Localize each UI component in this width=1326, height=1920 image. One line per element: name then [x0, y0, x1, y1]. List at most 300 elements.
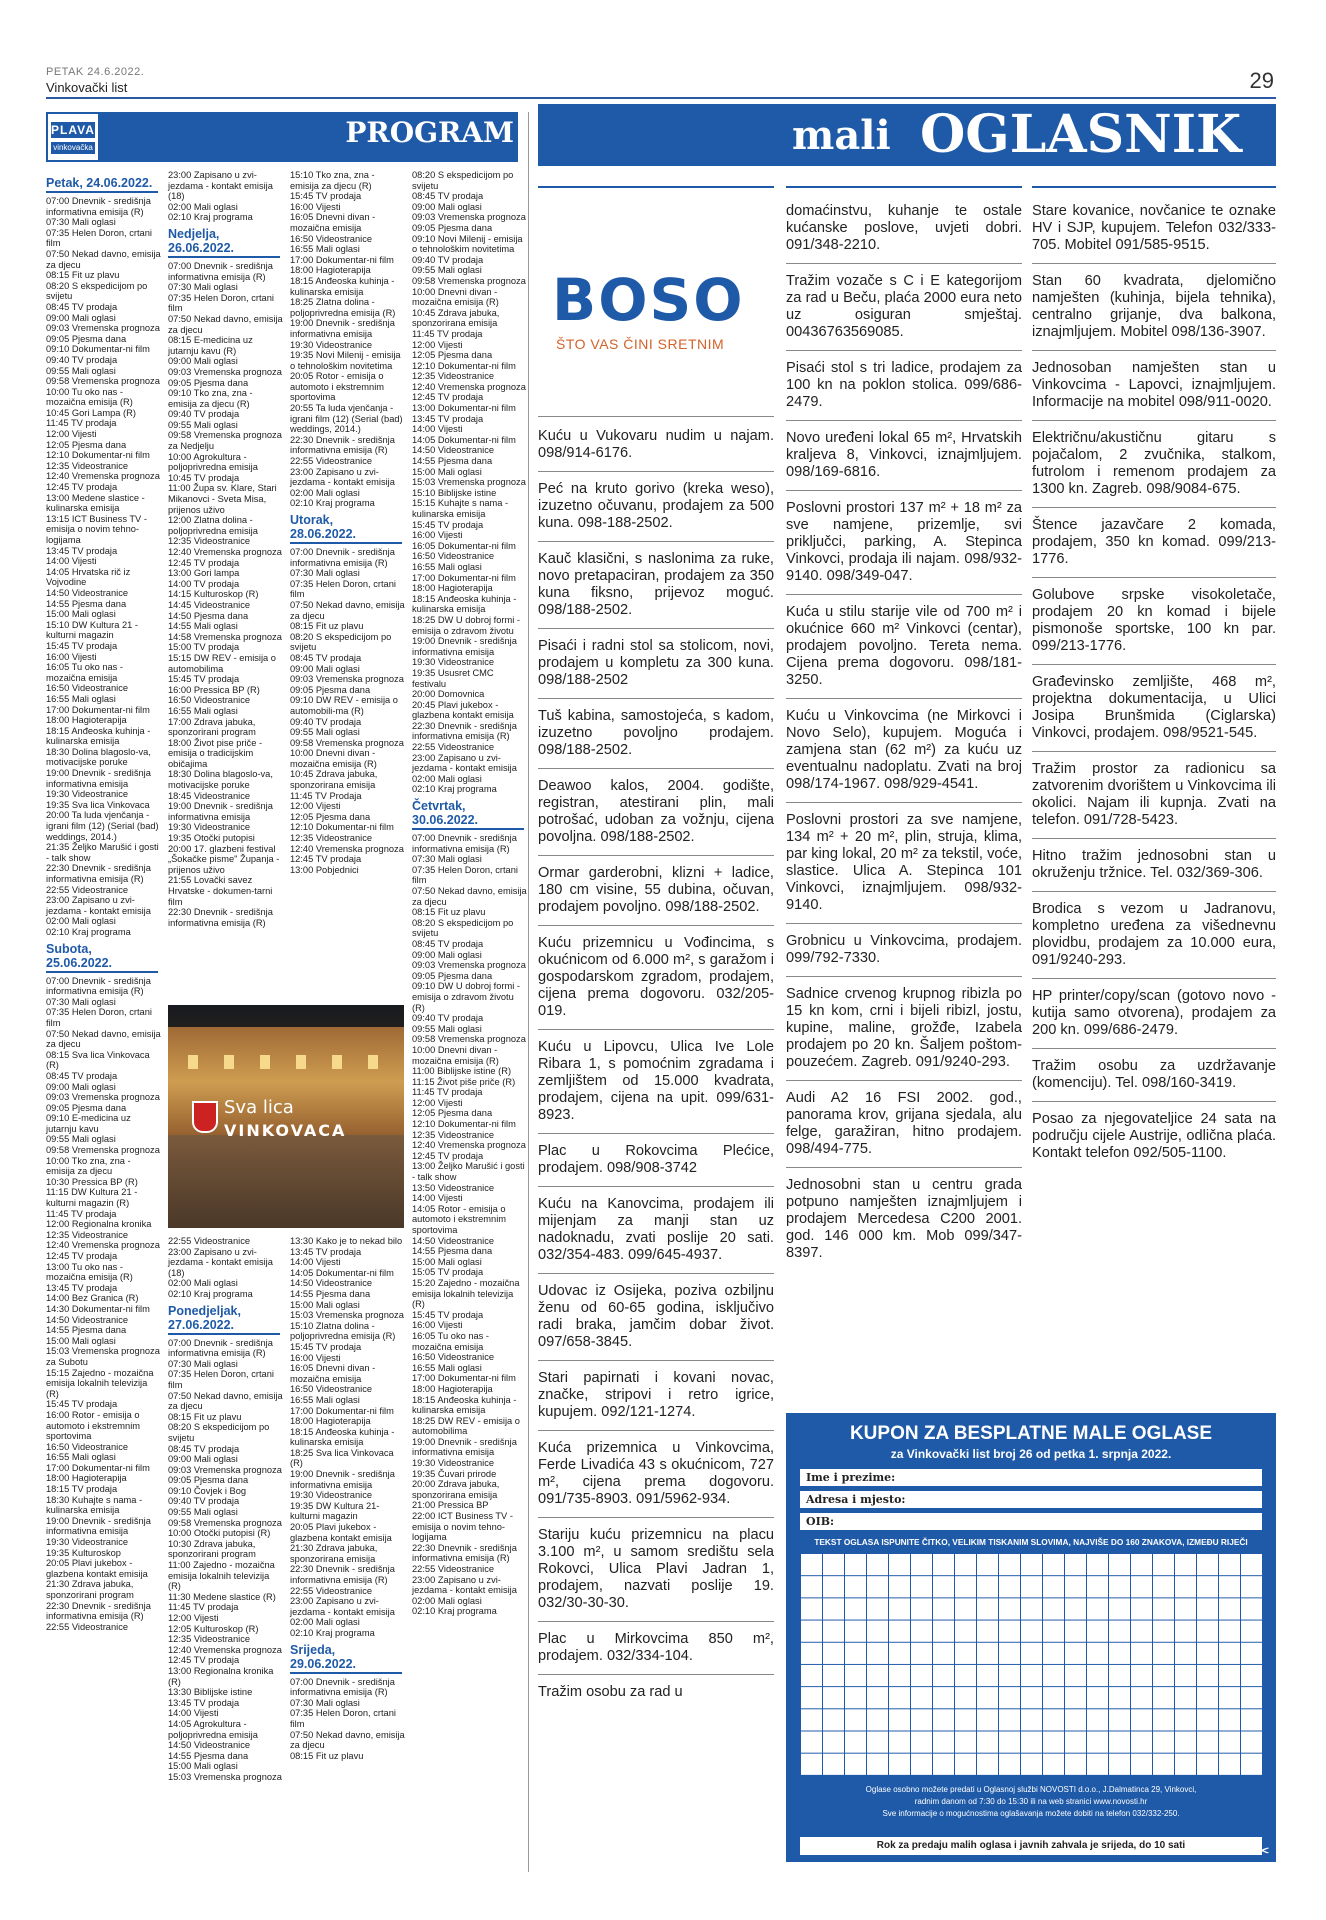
schedule-entry: 12:05 Pjesma dana	[412, 1108, 493, 1119]
schedule-entry: 22:00 ICT Business TV - emisija o novim tehno-logijama	[412, 1511, 513, 1543]
section-divider	[528, 112, 529, 1872]
schedule-entry: 18:45 Videostranice	[168, 790, 251, 801]
schedule-entry: 09:00 Mali oglasi	[168, 1454, 238, 1465]
schedule-entry: 14:05 Rotor - emisija o automoto i ekstremnim sportovima	[412, 1203, 507, 1235]
schedule-entry: 11:45 TV Prodaja	[290, 790, 362, 801]
schedule-entry: 19:30 Videostranice	[290, 339, 373, 350]
schedule-entry: 14:50 Pjesma dana	[168, 610, 249, 621]
schedule-entry: 16:55 Mali oglasi	[46, 693, 116, 704]
classified-ad: Jednosobni stan u centru grada potpuno namješten iznajmljujem i prodajem Mercedesa C200 2001. god. 146 000 km. Mob 099/347-8397.	[786, 1177, 1022, 1261]
schedule-entry: 09:03 Vremenska prognoza	[412, 212, 526, 223]
schedule-entry: 18:00 Hagioterapija	[412, 1383, 493, 1394]
schedule-entry: 15:00 Mali oglasi	[46, 1335, 116, 1346]
schedule-entry: 09:03 Vremenska prognoza	[168, 1464, 282, 1475]
schedule-entry: 09:10 E-medicina uz jutarnju kavu	[46, 1113, 131, 1134]
schedule-entry: 09:00 Mali oglasi	[46, 1081, 116, 1092]
page-number: 29	[1249, 68, 1274, 93]
schedule-entry: 12:45 TV prodaja	[290, 854, 362, 865]
schedule-entry: 02:10 Kraj programa	[168, 212, 253, 223]
day-heading: Četvrtak, 30.06.2022.	[412, 799, 524, 830]
schedule-entry: 07:50 Nekad davno, emisija za djecu	[290, 1729, 405, 1751]
schedule-entry: 09:10 DW U dobroj formi - emisija o zdravom životu (R)	[412, 981, 520, 1013]
schedule-entry: 08:15 Fit uz plavu	[412, 907, 486, 918]
photo-caption-line2: VINKOVACA	[224, 1121, 347, 1140]
schedule-entry: 14:50 Videostranice	[412, 1235, 495, 1246]
schedule-entry: 16:00 Vijesti	[290, 1352, 341, 1363]
schedule-entry: 18:00 Hagioterapija	[290, 265, 371, 276]
schedule-entry: 09:40 TV prodaja	[412, 254, 484, 265]
schedule-entry: 13:45 TV prodaja	[46, 545, 118, 556]
schedule-entry: 17:00 Dokumentar-ni film	[290, 254, 394, 265]
schedule-entry: 15:10 Tko zna, zna - emisija za djecu (R)	[290, 170, 375, 191]
schedule-entry: 15:15 Kuhajte s nama - kulinarska emisija	[412, 498, 509, 519]
schedule-entry: 07:00 Dnevnik - središnja informativna emisija (R)	[46, 196, 151, 217]
schedule-entry: 09:00 Mali oglasi	[46, 312, 116, 323]
schedule-entry: 12:35 Videostranice	[412, 371, 495, 382]
sva-lica-promo-photo	[168, 1005, 404, 1228]
schedule-entry: 11:00 Župa sv. Klare, Stari Mikanovci - Sveta Misa, prijenos uživo	[168, 483, 277, 515]
schedule-entry: 11:15 Život piše priče (R)	[412, 1076, 516, 1087]
lit-window	[224, 1055, 234, 1069]
schedule-entry: 15:45 TV prodaja	[290, 191, 362, 202]
schedule-entry: 11:45 TV prodaja	[412, 328, 483, 339]
schedule-entry: 09:05 Pjesma dana	[412, 970, 493, 981]
schedule-entry: 14:05 Agrokultura - poljoprivredna emisija	[168, 1718, 258, 1740]
schedule-entry: 12:40 Vremenska prognoza	[290, 843, 404, 854]
coupon-address-field[interactable]: Adresa i mjesto:	[800, 1491, 1262, 1508]
schedule-entry: 22:30 Dnevnik - središnja informativna emisija (R)	[168, 907, 273, 928]
schedule-entry: 16:55 Mali oglasi	[290, 244, 360, 255]
schedule-entry: 12:10 Dokumentar-ni film	[290, 822, 394, 833]
classified-ad: Tuš kabina, samostojeća, s kadom, izuzetno povoljno prodajem. 098/188-2502.	[538, 708, 774, 769]
schedule-entry: 07:30 Mali oglasi	[290, 568, 360, 579]
schedule-entry: 16:50 Videostranice	[290, 233, 373, 244]
schedule-entry: 15:20 Zajedno - mozaična emisija lokalnih televizija (R)	[412, 1277, 520, 1310]
schedule-entry: 12:40 Vremenska prognoza	[46, 1240, 160, 1251]
schedule-entry: 13:00 Regionalna kronika (R)	[168, 1665, 274, 1687]
classified-ad: Kuću na Kanovcima, prodajem ili mijenjam za manji stan uz nadoknadu, zvati poslije 20 sati. 032/354-483. 099/645-4937.	[538, 1196, 774, 1274]
top-rule	[46, 97, 1276, 99]
schedule-entry: 19:30 Videostranice	[290, 1490, 373, 1501]
schedule-entry: 22:55 Videostranice	[412, 1564, 495, 1574]
schedule-entry: 15:00 Mali oglasi	[290, 1299, 360, 1310]
schedule-entry: 17:00 Dokumentar-ni film	[46, 1462, 150, 1473]
schedule-entry: 16:00 Vijesti	[412, 530, 463, 541]
classified-ad: Električnu/akustičnu gitaru s pojačalom, 2 zvučnika, stalkom, futrolom i remenom prodajem za 1300 kn. Zagreb. 098/9084-675.	[1032, 430, 1276, 508]
oglasnik-title-small: mali	[792, 112, 891, 159]
schedule-entry: 09:10 DW REV - emisija o automobili-ma (R)	[290, 695, 398, 716]
schedule-entry: 15:00 TV prodaja	[168, 642, 240, 653]
schedule-entry: 16:55 Mali oglasi	[46, 1452, 116, 1463]
classified-ad: Grobnicu u Vinkovcima, prodajem. 099/792-7330.	[786, 933, 1022, 977]
schedule-entry: 10:45 TV prodaja	[168, 472, 240, 483]
schedule-entry: 19:00 Dnevnik - središnja informativna emisija	[290, 1469, 395, 1490]
schedule-entry: 14:55 Pjesma dana	[46, 598, 127, 609]
schedule-entry: 13:00 Željko Marušić i gosti - talk show	[412, 1161, 525, 1183]
schedule-entry: 12:10 Dokumentar-ni film	[46, 450, 150, 461]
schedule-entry: 19:35 Kulturoskop	[46, 1547, 121, 1558]
tv-column-3-lower	[290, 1236, 406, 1761]
schedule-entry: 13:00 Tu oko nas - mozaična emisija (R)	[46, 1261, 133, 1283]
schedule-entry: 19:00 Dnevnik - središnja informativna emisija	[290, 318, 395, 339]
schedule-entry: 19:35 Otočki putopisi	[168, 833, 255, 844]
schedule-entry: 16:50 Videostranice	[412, 551, 495, 562]
schedule-entry: 07:30 Mali oglasi	[168, 282, 238, 293]
classified-ad: Ormar garderobni, klizni + ladice, 180 cm visine, 55 dubina, očuvan, prodajem povoljno. 098/188-2502.	[538, 865, 774, 926]
schedule-entry: 14:58 Vremenska prognoza	[168, 631, 282, 642]
classified-ad: Kuća u stilu starije vile od 700 m² i okućnice 660 m² Vinkovci (centar), prodajem povoljno. Tereta nema. Cijena prema dogovoru. 098/181-3250.	[786, 604, 1022, 699]
schedule-entry: 22:55 Videostranice	[168, 1236, 251, 1246]
schedule-entry: 10:45 Gori Lampa (R)	[46, 407, 136, 418]
schedule-entry: 08:15 Sva lica Vinkovaca (R)	[46, 1049, 150, 1071]
schedule-entry: 19:30 Videostranice	[168, 822, 251, 833]
schedule-entry: 16:00 Vijesti	[290, 201, 341, 212]
tv-column-3	[290, 170, 406, 875]
schedule-entry: 13:15 ICT Business TV - emisija o novim tehno-logijama	[46, 513, 147, 545]
coupon-letter-grid[interactable]	[800, 1553, 1262, 1775]
schedule-entry: 14:55 Pjesma dana	[412, 456, 493, 467]
schedule-entry: 23:00 Zapisano u zvi-jezdama - kontakt emisija (18)	[168, 1246, 273, 1278]
schedule-entry: 13:45 TV prodaja	[290, 1246, 362, 1257]
schedule-entry: 15:45 TV prodaja	[290, 1341, 362, 1352]
schedule-entry: 13:00 Medene slastice - kulinarska emisija	[46, 492, 145, 514]
schedule-entry: 12:40 Vremenska prognoza	[168, 1644, 282, 1655]
schedule-entry: 10:00 Dnevni divan - mozaična emisija (R)	[412, 286, 499, 308]
schedule-entry: 20:05 Rotor - emisija o automoto i ekstremnim sportovima	[290, 371, 385, 403]
schedule-entry: 02:00 Mali oglasi	[412, 1595, 482, 1606]
schedule-entry: 07:50 Nekad davno, emisija za djecu	[412, 886, 527, 907]
schedule-entry: 15:45 TV prodaja	[46, 1399, 118, 1410]
schedule-entry: 16:05 Dnevni divan - mozaična emisija	[290, 1363, 376, 1384]
schedule-entry: 15:45 TV prodaja	[412, 1309, 484, 1320]
schedule-entry: 10:45 Zdrava jabuka, sponzorirana emisija	[290, 769, 378, 791]
schedule-entry: 11:00 Zajedno - mozaična emisija lokalnih televizija (R)	[168, 1560, 275, 1592]
schedule-entry: 09:55 Mali oglasi	[168, 419, 238, 430]
schedule-entry: 15:00 Mali oglasi	[168, 1761, 238, 1772]
schedule-entry: 22:30 Dnevnik - središnja informativna emisija (R)	[290, 434, 395, 456]
schedule-entry: 18:15 TV prodaja	[46, 1484, 118, 1495]
schedule-entry: 12:00 Vijesti	[46, 429, 97, 440]
schedule-entry: 13:00 Pobjednici	[290, 864, 359, 875]
schedule-entry: 14:55 Mali oglasi	[168, 621, 238, 632]
schedule-entry: 07:00 Dnevnik - središnja informativna emisija (R)	[168, 1337, 273, 1359]
schedule-entry: 07:50 Nekad davno, emisija za djecu	[290, 599, 405, 621]
schedule-entry: 19:00 Dnevnik - središnja informativna emisija	[412, 1436, 517, 1458]
schedule-entry: 14:00 TV prodaja	[168, 578, 240, 589]
classified-ad: Tražim osobu za uzdržavanje (komenciju). Tel. 098/160-3419.	[1032, 1058, 1276, 1102]
schedule-entry: 09:03 Vremenska prognoza	[46, 1092, 160, 1103]
schedule-entry: 09:10 Novi Milenij - emisija o tehnološkim novitetima	[412, 233, 523, 255]
schedule-entry: 13:45 TV prodaja	[46, 1282, 118, 1293]
photo-caption-line1: Sva lica	[224, 1097, 294, 1118]
schedule-entry: 19:30 Videostranice	[412, 1458, 495, 1469]
classified-ad: domaćinstvu, kuhanje te ostale kućanske poslove, uvjeti dobri. 091/348-2210.	[786, 203, 1022, 264]
schedule-entry: 16:05 Tu oko nas - mozaična emisija	[412, 1330, 490, 1352]
schedule-entry: 16:55 Mali oglasi	[412, 561, 482, 572]
schedule-entry: 13:00 Dokumentar-ni film	[412, 403, 516, 414]
schedule-entry: 09:00 Mali oglasi	[412, 201, 482, 212]
schedule-entry: 11:00 Biblijske istine (R)	[412, 1066, 512, 1077]
schedule-entry: 14:05 Dokumentar-ni film	[412, 434, 516, 445]
schedule-entry: 16:05 Dokumentar-ni film	[412, 540, 516, 551]
schedule-entry: 22:55 Videostranice	[412, 742, 495, 753]
schedule-entry: 02:10 Kraj programa	[290, 498, 375, 509]
schedule-entry: 14:00 Vijesti	[412, 1193, 463, 1204]
schedule-entry: 12:00 Vijesti	[412, 339, 463, 350]
schedule-entry: 12:35 Videostranice	[46, 1229, 129, 1240]
schedule-entry: 12:05 Pjesma dana	[290, 811, 371, 822]
schedule-entry: 18:25 Sva lica Vinkovaca (R)	[290, 1447, 394, 1469]
schedule-entry: 09:03 Vremenska prognoza	[46, 323, 160, 334]
schedule-entry: 09:05 Pjesma dana	[46, 333, 127, 344]
schedule-entry: 09:40 TV prodaja	[168, 1496, 240, 1507]
schedule-entry: 15:45 TV prodaja	[412, 519, 484, 530]
schedule-entry: 12:35 Videostranice	[168, 536, 251, 547]
schedule-entry: 09:40 TV prodaja	[46, 354, 118, 365]
schedule-entry: 10:00 Dnevni divan - mozaična emisija (R)	[412, 1044, 499, 1066]
lit-window	[296, 1055, 306, 1069]
schedule-entry: 07:30 Mali oglasi	[290, 1697, 360, 1708]
schedule-entry: 16:50 Videostranice	[168, 695, 251, 706]
schedule-entry: 10:00 Tko zna, zna - emisija za djecu	[46, 1155, 131, 1177]
schedule-entry: 22:30 Dnevnik - središnja informativna emisija (R)	[412, 1542, 517, 1564]
classified-ad: Stariju kuću prizemnicu na placu 3.100 m², u samom središtu sela Rokovci, Ulica Plavi Jadran 1, prodajem, nazvati poslije 19. 032/30-30-30.	[538, 1527, 774, 1622]
schedule-entry: 10:30 Pressica BP (R)	[46, 1176, 138, 1187]
schedule-entry: 15:15 DW REV - emisija o automobilima	[168, 652, 276, 674]
classified-ad: Kuću u Vukovaru nudim u najam. 098/914-6176.	[538, 428, 774, 472]
schedule-entry: 14:15 Kulturoskop (R)	[168, 589, 259, 600]
schedule-entry: 07:00 Dnevnik - središnja informativna emisija (R)	[290, 547, 395, 568]
schedule-entry: 23:00 Zapisano u zvi-jezdama - kontakt emisija	[412, 1574, 517, 1596]
schedule-entry: 15:05 TV prodaja	[412, 1267, 484, 1278]
lit-window	[368, 1055, 378, 1069]
schedule-entry: 07:35 Helen Doron, crtani film	[290, 1708, 396, 1729]
coupon-name-field[interactable]: Ime i prezime:	[800, 1469, 1262, 1486]
schedule-entry: 12:45 TV prodaja	[46, 1251, 118, 1261]
schedule-entry: 19:30 Videostranice	[412, 657, 495, 668]
schedule-entry: 18:00 Hagioterapija	[412, 583, 493, 594]
schedule-entry: 07:35 Helen Doron, crtani film	[46, 1007, 152, 1028]
schedule-entry: 16:00 Vijesti	[46, 651, 97, 662]
schedule-entry: 09:05 Pjesma dana	[290, 684, 371, 695]
schedule-entry: 14:00 Vijesti	[412, 424, 463, 435]
schedule-entry: 09:55 Mali oglasi	[46, 365, 116, 376]
classified-ad: Štence jazavčare 2 komada, prodajem, 350 kn komad. 099/213-1776.	[1032, 517, 1276, 578]
coupon-note: Oglase osobno možete predati u Oglasnoj službi NOVOSTI d.o.o., J.Dalmatinca 29, Vinkovci,	[865, 1785, 1197, 1794]
schedule-entry: 21:35 Željko Marušić i gosti - talk show	[46, 842, 159, 863]
schedule-entry: 18:30 Dolina blagoslo-va, motivacijske poruke	[46, 746, 151, 768]
schedule-entry: 07:00 Dnevnik - središnja informativna emisija (R)	[168, 260, 273, 282]
schedule-entry: 09:58 Vremenska prognoza	[412, 275, 526, 286]
schedule-entry: 14:05 Hrvatska rič iz Vojvodine	[46, 566, 131, 588]
schedule-entry: 07:00 Dnevnik - središnja informativna emisija (R)	[412, 833, 517, 854]
schedule-entry: 11:45 TV prodaja	[168, 1602, 239, 1613]
boso-slogan: ŠTO VAS ČINI SRETNIM	[556, 336, 725, 352]
schedule-entry: 02:00 Mali oglasi	[290, 1617, 360, 1628]
schedule-entry: 10:45 Zdrava jabuka, sponzorirana emisija	[412, 307, 500, 329]
schedule-entry: 09:00 Mali oglasi	[412, 949, 482, 960]
schedule-entry: 07:35 Helen Doron, crtani film	[412, 864, 518, 886]
schedule-entry: 15:00 Mali oglasi	[412, 466, 482, 477]
schedule-entry: 18:15 Anđeoska kuhinja - kulinarska emisija	[290, 275, 395, 297]
classified-ad: Pisaći stol s tri ladice, prodajem za 100 kn na poklon stolica. 099/686-2479.	[786, 360, 1022, 421]
schedule-entry: 12:35 Videostranice	[412, 1129, 495, 1140]
schedule-entry: 09:00 Mali oglasi	[290, 663, 360, 674]
schedule-entry: 23:00 Zapisano u zvi-jezdama - kontakt emisija	[290, 1596, 395, 1617]
schedule-entry: 08:45 TV prodaja	[168, 1443, 240, 1454]
schedule-entry: 02:10 Kraj programa	[290, 1627, 375, 1638]
schedule-entry: 16:50 Videostranice	[46, 683, 129, 694]
day-heading: Utorak, 28.06.2022.	[290, 513, 402, 544]
day-heading: Nedjelja, 26.06.2022.	[168, 227, 280, 258]
schedule-entry: 10:00 Otočki putopisi (R)	[168, 1528, 271, 1539]
classified-ad: Peć na kruto gorivo (kreka weso), izuzetno očuvanu, prodajem za 500 kuna. 098-188-2502.	[538, 481, 774, 542]
square-pavement	[168, 1135, 404, 1228]
tv-column-2	[168, 170, 284, 928]
schedule-entry: 15:45 TV prodaja	[168, 674, 240, 685]
classified-ad: Poslovni prostori za sve namjene, 134 m² + 20 m², plin, struja, klima, par king lokal, 20 m² za tekstil, voće, slastice. Ulica A. Stepinca 101 Vinkovci, iznajmljujem. 098/932-9140.	[786, 812, 1022, 924]
schedule-entry: 09:03 Vremenska prognoza	[168, 366, 282, 377]
schedule-entry: 15:10 Biblijske istine	[412, 487, 497, 498]
schedule-entry: 10:00 Agrokultura - poljoprivredna emisija	[168, 451, 258, 473]
schedule-entry: 15:15 Zajedno - mozaična emisija lokalnih televizija (R)	[46, 1367, 154, 1399]
schedule-entry: 14:50 Videostranice	[168, 1740, 251, 1751]
schedule-entry: 12:40 Vremenska prognoza	[412, 1140, 526, 1151]
schedule-entry: 14:50 Videostranice	[46, 587, 129, 598]
schedule-entry: 02:10 Kraj programa	[168, 1288, 253, 1299]
schedule-entry: 22:30 Dnevnik - središnja informativna emisija (R)	[290, 1564, 395, 1585]
schedule-entry: 12:00 Vijesti	[168, 1613, 219, 1623]
schedule-entry: 15:10 DW Kultura 21 - kulturni magazin	[46, 619, 138, 641]
schedule-entry: 15:00 Mali oglasi	[412, 1256, 482, 1267]
schedule-entry: 10:00 Dnevni divan - mozaična emisija (R)	[290, 748, 377, 769]
schedule-entry: 08:20 S ekspedicijom po svijetu	[290, 631, 392, 653]
schedule-entry: 14:00 Vijesti	[46, 556, 97, 567]
classified-ad: Kuću u Vinkovcima (ne Mirkovci i Novo Selo), kupujem. Moguća i zamjena stan (62 m²) za kuću uz eventualnu nadoplatu. Zvati na broj 098/174-1967. 098/929-4541.	[786, 708, 1022, 803]
classified-ad: Kuću u Lipovcu, Ulica Ive Lole Ribara 1, s pomoćnim zgradama i zemljištem od 15.000 kvadrata, prodajem, cijena na upit. 099/631-8923.	[538, 1039, 774, 1134]
schedule-entry: 19:00 Dnevnik - središnja informativna emisija	[46, 768, 151, 789]
schedule-entry: 14:00 Bez Granica (R)	[46, 1293, 139, 1304]
schedule-entry: 13:45 TV prodaja	[412, 413, 484, 424]
schedule-entry: 02:00 Mali oglasi	[290, 487, 360, 498]
classified-ad: Tražim prostor za radionicu sa zatvorenim dvorištem u Vinkovcima ili okolici. Najam ili kupnja. Zvati na telefon. 091/728-5423.	[1032, 761, 1276, 839]
schedule-entry: 16:00 Rotor - emisija o automoto i ekstremnim sportovima	[46, 1409, 141, 1442]
schedule-entry: 12:45 TV prodaja	[168, 1655, 240, 1666]
schedule-entry: 12:45 TV prodaja	[168, 557, 240, 568]
schedule-entry: 22:30 Dnevnik - središnja informativna emisija (R)	[412, 720, 517, 742]
classified-ad: Poslovni prostori 137 m² + 18 m² za sve namjene, prizemlje, svi priključci, parking, A. Stepinca Vinkovci, prodaja ili najam. 098/932-9140. 098/349-047.	[786, 500, 1022, 595]
schedule-entry: 02:10 Kraj programa	[412, 1606, 497, 1617]
schedule-entry: 09:58 Vremenska prognoza	[412, 1034, 526, 1045]
schedule-entry: 08:15 Fit uz plavu	[168, 1411, 242, 1422]
schedule-entry: 14:50 Videostranice	[46, 1314, 129, 1325]
schedule-entry: 14:00 Vijesti	[168, 1708, 219, 1719]
schedule-entry: 11:30 Medene slastice (R)	[168, 1591, 276, 1602]
schedule-entry: 19:35 Novi Milenij - emisija o tehnološkim novitetima	[290, 350, 401, 371]
program-title: PROGRAM	[345, 116, 514, 149]
schedule-entry: 23:00 Zapisano u zvi-jezdama - kontakt emisija	[412, 752, 517, 774]
schedule-entry: 07:30 Mali oglasi	[412, 854, 482, 865]
schedule-entry: 09:40 TV prodaja	[412, 1013, 484, 1024]
schedule-entry: 16:00 Vijesti	[412, 1320, 463, 1331]
schedule-entry: 08:45 TV prodaja	[290, 652, 362, 663]
ads-column-3	[1032, 203, 1276, 1180]
schedule-entry: 07:30 Mali oglasi	[168, 1358, 238, 1369]
schedule-entry: 18:25 DW REV - emisija o automobilima	[412, 1415, 520, 1437]
schedule-entry: 19:00 Dnevnik - središnja informativna emisija	[168, 801, 273, 822]
schedule-entry: 12:40 Vremenska prognoza	[46, 471, 160, 482]
schedule-entry: 19:00 Dnevnik - središnja informativna emisija	[46, 1515, 151, 1537]
schedule-entry: 08:15 Fit uz plavu	[290, 1750, 364, 1761]
schedule-entry: 16:50 Videostranice	[290, 1384, 373, 1395]
tv-column-2-lower	[168, 1236, 284, 1783]
schedule-entry: 07:00 Dnevnik - središnja informativna emisija (R)	[46, 975, 151, 997]
schedule-entry: 14:55 Pjesma dana	[168, 1750, 249, 1761]
day-heading: Petak, 24.06.2022.	[46, 176, 158, 193]
classified-ad: Građevinsko zemljište, 468 m², projektna dokumentacija, u Ulici Josipa Brunšmida (Ciglarska) Vinkovci, prodajem. 098/9521-545.	[1032, 674, 1276, 752]
coupon-deadline: Rok za predaju malih oglasa i javnih zahvala je srijeda, do 10 sati	[800, 1837, 1262, 1855]
schedule-entry: 16:55 Mali oglasi	[290, 1394, 360, 1405]
schedule-entry: 12:00 Vijesti	[290, 801, 341, 812]
schedule-entry: 09:58 Vremenska prognoza	[46, 376, 160, 387]
schedule-entry: 20:00 17. glazbeni festival „Šokačke pisme" Županja - prijenos uživo	[168, 843, 280, 875]
coupon-oib-field[interactable]: OIB:	[800, 1513, 1262, 1530]
schedule-entry: 12:35 Videostranice	[168, 1634, 251, 1645]
schedule-entry: 19:35 Čuvari prirode	[412, 1468, 497, 1479]
ad-column-rule	[1032, 186, 1276, 188]
schedule-entry: 14:50 Videostranice	[290, 1278, 373, 1289]
schedule-entry: 08:20 S ekspedicijom po svijetu	[412, 917, 514, 939]
schedule-entry: 17:00 Zdrava jabuka, sponzorirani program	[168, 716, 256, 738]
schedule-entry: 12:45 TV prodaja	[412, 1150, 484, 1161]
boso-ad	[538, 186, 774, 417]
schedule-entry: 18:15 Anđeoska kuhinja - kulinarska emisija	[46, 725, 151, 747]
classified-ad: Sadnice crvenog krupnog ribizla po 15 kn kom, crni i bijeli ribizl, jostu, kupine, maline, grožđe, Izabela prodajem po 20 kn. Šaljem poštom-pouzećem. Zagreb. 091/9240-293.	[786, 986, 1022, 1081]
schedule-entry: 09:40 TV prodaja	[168, 409, 240, 420]
coupon-note: radnim danom od 7:30 do 15:30 ili na web stranici www.novosti.hr	[914, 1797, 1148, 1806]
schedule-entry: 09:58 Vremenska prognoza	[290, 737, 404, 748]
publication-name: Vinkovački list	[46, 80, 128, 95]
schedule-entry: 20:45 Plavi jukebox - glazbena kontakt emisija	[412, 699, 514, 721]
schedule-entry: 07:35 Helen Doron, crtani film	[168, 1369, 274, 1390]
schedule-entry: 21:00 Pressica BP	[412, 1500, 489, 1511]
plava-tv-logo	[46, 112, 100, 162]
schedule-entry: 18:30 Dolina blagoslo-va, motivacijske poruke	[168, 769, 273, 791]
schedule-entry: 21:30 Zdrava jabuka, sponzorirana emisija	[290, 1543, 378, 1564]
schedule-entry: 17:00 Dokumentar-ni film	[46, 704, 150, 715]
schedule-entry: 08:20 S ekspedicijom po svijetu	[168, 1422, 270, 1443]
day-heading: Subota, 25.06.2022.	[46, 942, 158, 973]
schedule-entry: 19:00 Dnevnik - središnja informativna emisija	[412, 636, 517, 657]
schedule-entry: 09:05 Pjesma dana	[46, 1102, 127, 1113]
schedule-entry: 18:00 Život pise priče - emisija o tradicijskim običajima	[168, 737, 263, 769]
schedule-entry: 22:55 Videostranice	[290, 456, 373, 467]
schedule-entry: 17:00 Dokumentar-ni film	[412, 572, 516, 583]
classified-ad: Plac u Rokovcima Plećice, prodajem. 098/908-3742	[538, 1143, 774, 1187]
classified-ad: Udovac iz Osijeka, poziva ozbiljnu ženu od 60-65 godina, isključivo radi braka, jamčim dobar život. 097/658-3845.	[538, 1283, 774, 1361]
schedule-entry: 09:58 Vremenska prognoza	[168, 1517, 282, 1528]
schedule-entry: 16:00 Pressica BP (R)	[168, 684, 260, 695]
schedule-entry: 22:55 Videostranice	[290, 1585, 373, 1596]
classified-ad: HP printer/copy/scan (gotovo novo - kutija samo otvorena), prodajem za 200 kn. 099/686-2479.	[1032, 988, 1276, 1049]
boso-logo: BOSO	[552, 266, 745, 334]
schedule-entry: 12:05 Kulturoskop (R)	[168, 1623, 259, 1634]
schedule-entry: 09:40 TV prodaja	[290, 716, 362, 727]
schedule-entry: 02:00 Mali oglasi	[168, 1278, 238, 1289]
schedule-entry: 08:45 TV prodaja	[412, 938, 484, 949]
schedule-entry: 09:03 Vremenska prognoza	[412, 960, 526, 971]
schedule-entry: 12:35 Videostranice	[290, 833, 373, 844]
